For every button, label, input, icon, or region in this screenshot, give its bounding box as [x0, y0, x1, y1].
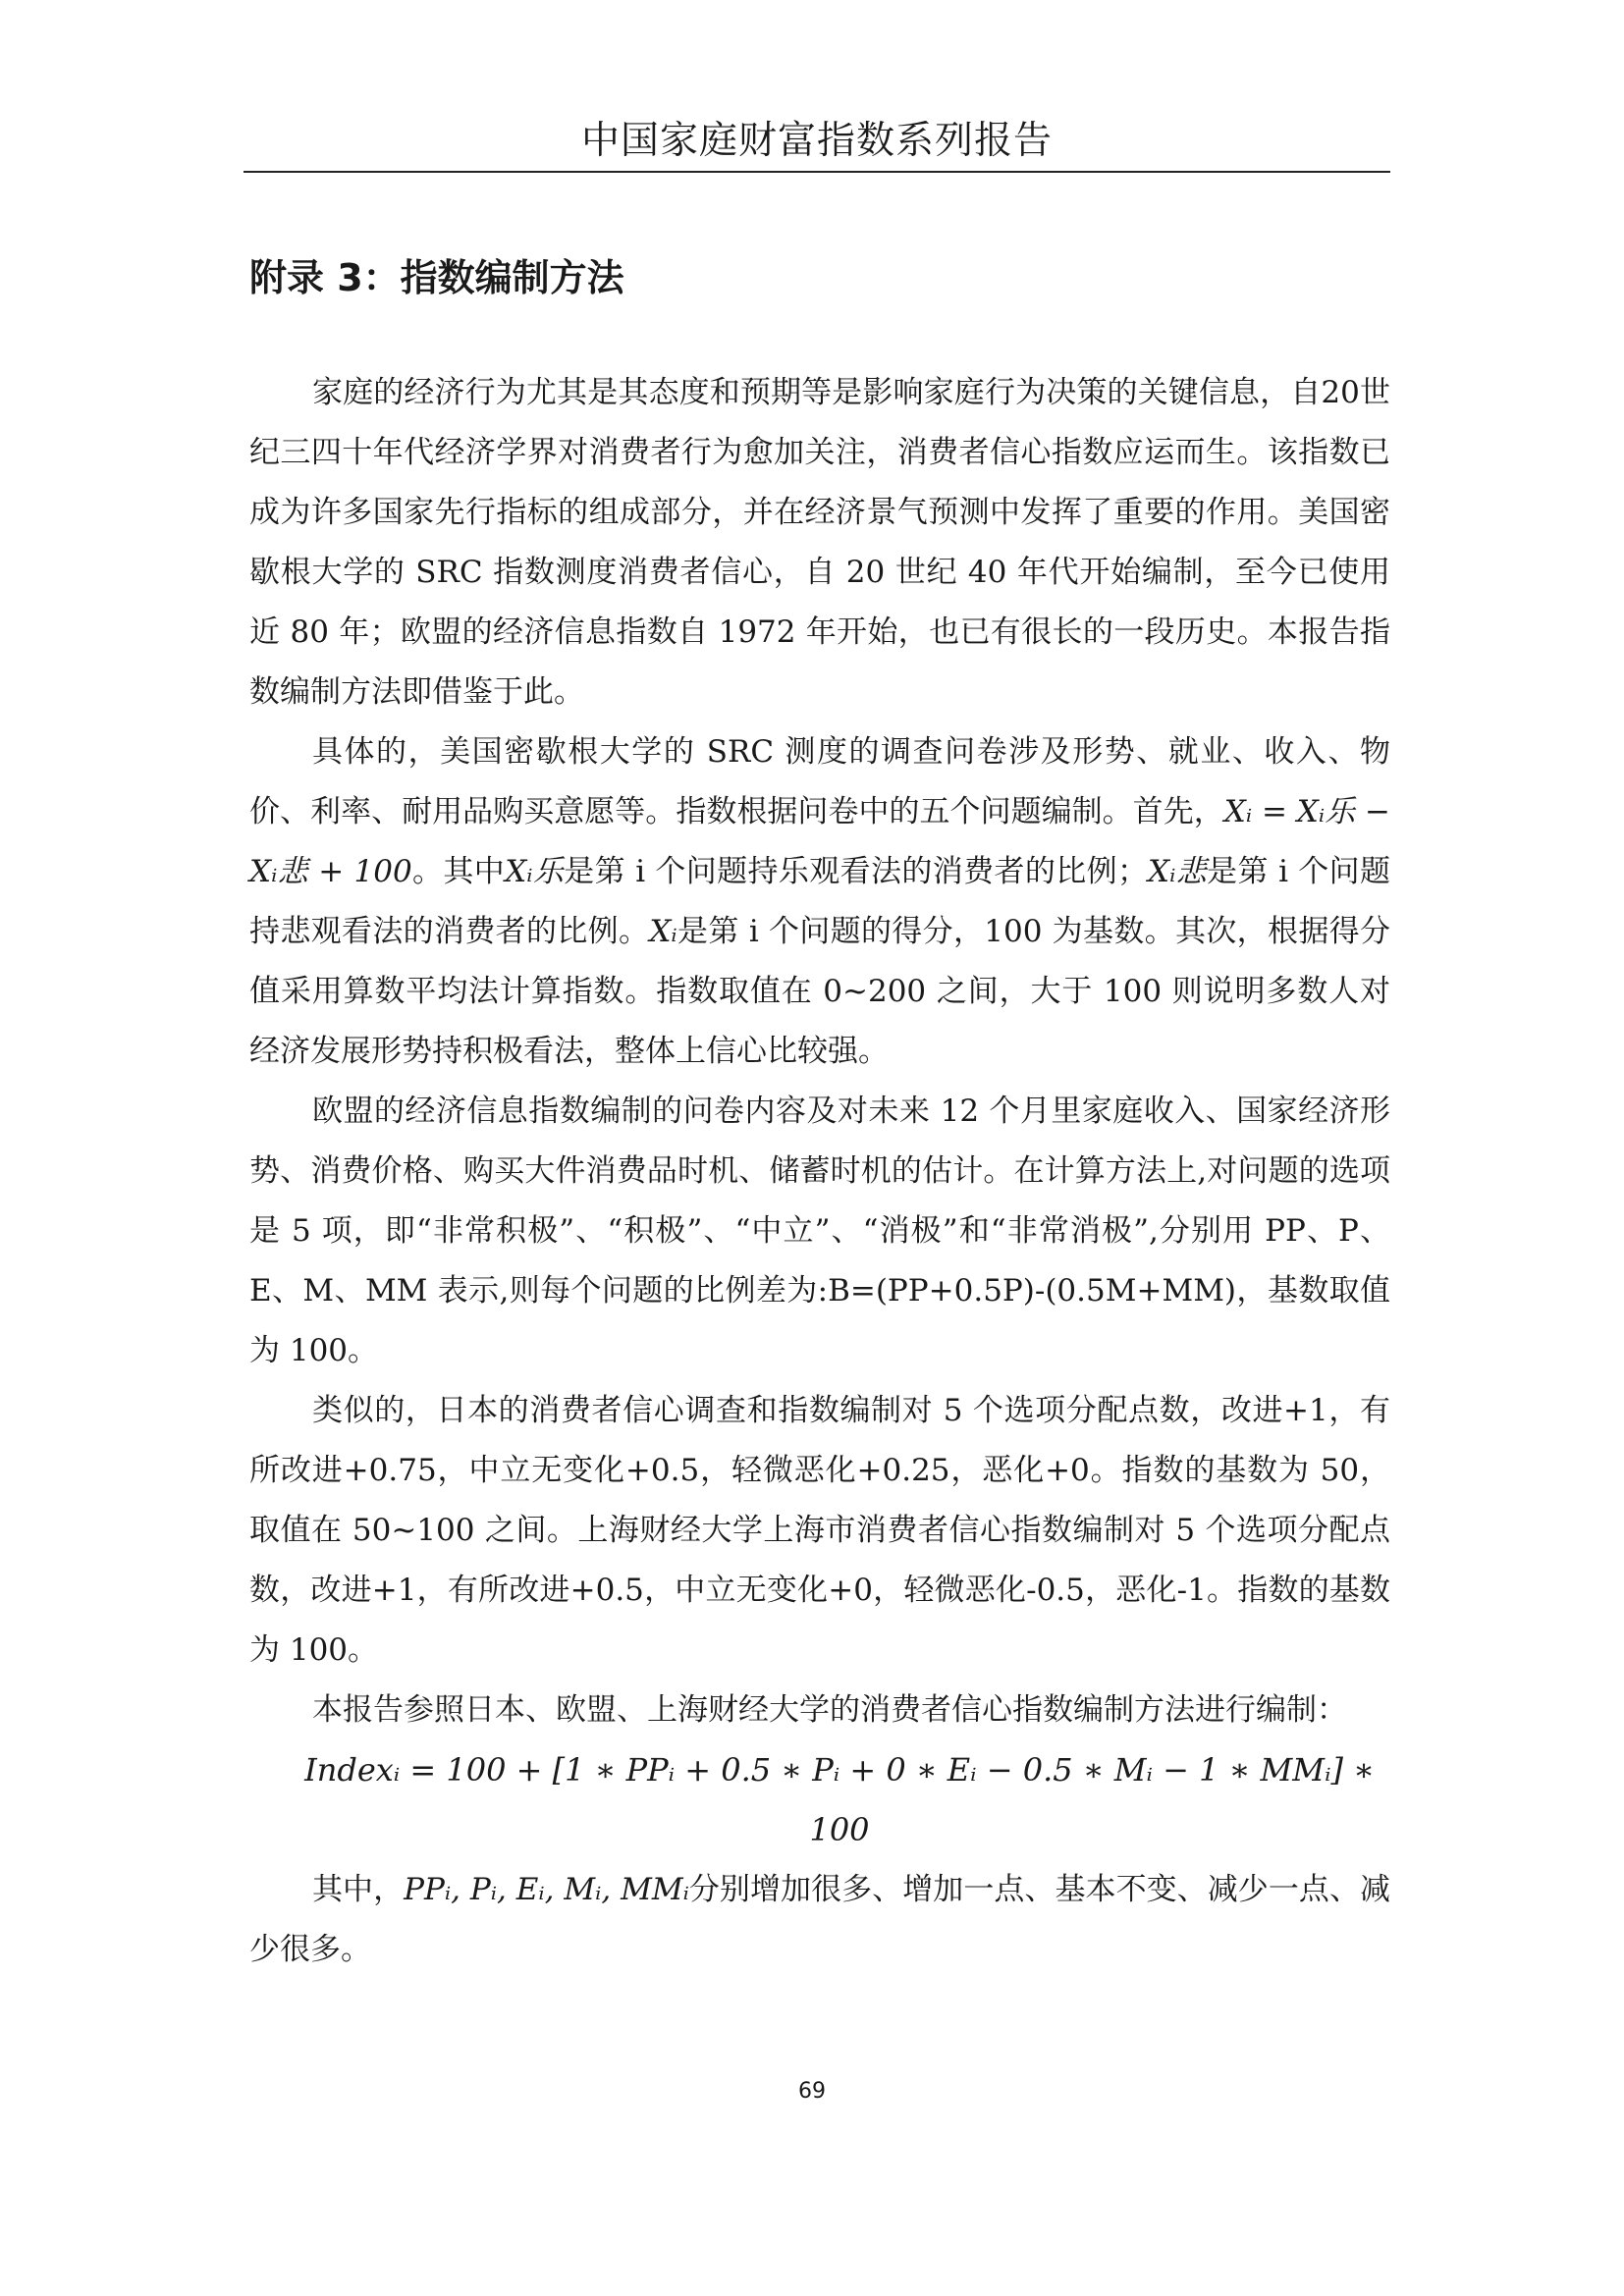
index-formula: Indexᵢ = 100 + [1 ∗ PPᵢ + 0.5 ∗ Pᵢ + 0 ∗ Eᵢ − 0.5 ∗ Mᵢ − 1 ∗ MMᵢ] ∗ 100 [304, 1751, 1375, 1848]
paragraph-text: 分别增加很多、增加一点、基本不变、减少一点、减少很多。 [249, 1872, 1390, 1967]
paragraph-text: 。其中 [411, 854, 506, 889]
paragraph-japan-shanghai-method: 类似的，日本的消费者信心调查和指数编制对 5 个选项分配点数，改进+1，有所改进+0.75，中立无变化+0.5，轻微恶化+0.25，恶化+0。指数的基数为 50，取值在 50~100 之间。上海财经大学上海市消费者信心指数编制对 5 个选项分配点数，改进+1，有所改进+0.5，中立无变化+0，轻微恶化-0.5，恶化-1。指数的基数为 100。 [249, 1393, 1390, 1668]
paragraph-text: 是第 i 个问题持乐观看法的消费者的比例； [564, 854, 1149, 889]
paragraph-text: 具体的，美国密歇根大学的 SRC 测度的调查问卷涉及形势、就业、收入、物价、利率、耐用品购买意愿等。指数根据问卷中的五个问题编制。首先， [249, 734, 1390, 829]
paragraph-src-method [249, 722, 1390, 1082]
header-rule [244, 171, 1390, 173]
formula-score: Xᵢ = Xᵢ乐 − Xᵢ悲 + 100 [249, 794, 1391, 889]
paragraph-text: 是第 i 个问题的得分，100 为基数。其次，根据得分值采用算数平均法计算指数。指数取值在 0~200 之间，大于 100 则说明多数人对经济发展形势持积极看法，整体上信心比较强。 [249, 914, 1390, 1069]
body-text [249, 363, 1390, 1980]
section-title: 附录 3：指数编制方法 [249, 256, 624, 299]
variable-list: PPᵢ, Pᵢ, Eᵢ, Mᵢ, MMᵢ [404, 1872, 689, 1907]
paragraph-report-method: 本报告参照日本、欧盟、上海财经大学的消费者信心指数编制方法进行编制： [312, 1692, 1347, 1728]
variable-optimistic: Xᵢ乐 [505, 854, 565, 889]
page-number: 69 [798, 2079, 826, 2104]
paragraph-text: 其中， [312, 1872, 405, 1907]
running-header: 中国家庭财富指数系列报告 [580, 119, 1053, 163]
paragraph-intro: 家庭的经济行为尤其是其态度和预期等是影响家庭行为决策的关键信息，自20世纪三四十年代经济学界对消费者行为愈加关注，消费者信心指数应运而生。该指数已成为许多国家先行指标的组成部分，并在经济景气预测中发挥了重要的作用。美国密歇根大学的 SRC 指数测度消费者信心，自 20 世纪 40 年代开始编制，至今已使用近 80 年；欧盟的经济信息指数自 1972 年开始，也已有很长的一段历史。本报告指数编制方法即借鉴于此。 [249, 375, 1390, 710]
variable-pessimistic: Xᵢ悲 [1148, 854, 1208, 889]
paragraph-eu-method: 欧盟的经济信息指数编制的问卷内容及对未来 12 个月里家庭收入、国家经济形势、消费价格、购买大件消费品时机、储蓄时机的估计。在计算方法上,对问题的选项是 5 项，即“非常积极”、“积极”、“中立”、“消极”和“非常消极”,分别用 PP、P、E、M、MM 表示,则每个问题的比例差为:B=(PP+0.5P)-(0.5M+MM)，基数取值为 100。 [249, 1094, 1390, 1368]
paragraph-text: 是第 i 个问题持悲观看法的消费者的比例。 [249, 854, 1390, 949]
variable-score: Xᵢ [649, 914, 677, 949]
paragraph-variable-definitions [249, 1860, 1390, 1980]
